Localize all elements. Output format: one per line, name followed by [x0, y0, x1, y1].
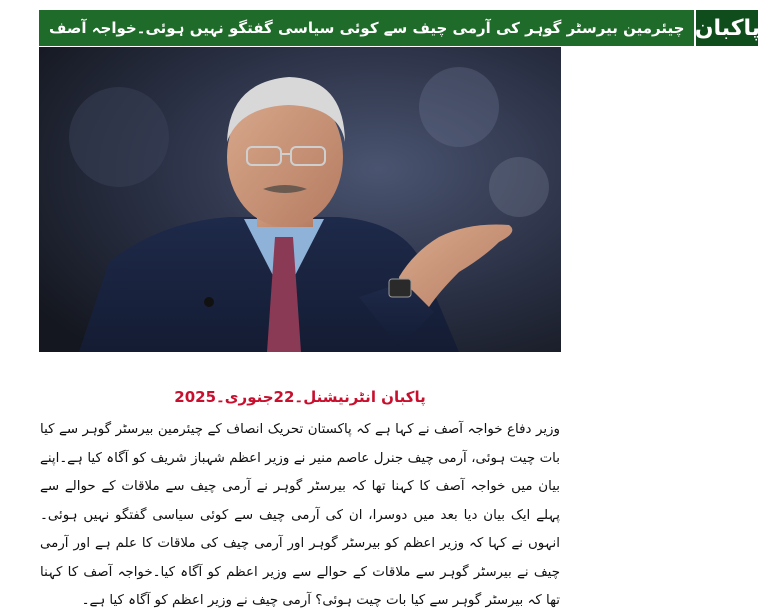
header-bar	[39, 10, 760, 46]
dateline: پاکبان انٹرنیشنل۔22جنوری۔2025	[174, 388, 426, 406]
brand-logo: پاکبان	[694, 10, 758, 46]
article-body: وزیر دفاع خواجہ آصف نے کہا ہے کہ پاکستان تحریک انصاف کے چیئرمین بیرسٹر گوہر سے کیا بات چیت ہوئی، آرمی چیف جنرل عاصم منیر نے وزیر اعظم شہباز شریف کو آگاہ کیا ہے۔اپنے بیان میں خواجہ آصف کا کہنا تھا کہ بیرسٹر گوہر نے آرمی چیف سے ملاقات کے حوالے سے پہلے ایک بیان دیا بعد میں دوسرا، ان کی آرمی چیف سے کوئی سیاسی گفتگو نہیں ہوئی۔انہوں نے کہا کہ وزیر اعظم کو بیرسٹر گوہر اور آرمی چیف کی ملاقات کا علم ہے اور آرمی چیف نے بیرسٹر گوہر سے ملاقات کے حوالے سے وزیر اعظم کو آگاہ کیا۔خواجہ آصف کا کہنا تھا کہ بیرسٹر گوہر سے کیا بات چیت ہوئی؟ آرمی چیف نے وزیر اعظم کو آگاہ کیا ہے۔	[40, 422, 560, 608]
headline: چیئرمین بیرسٹر گوہر کی آرمی چیف سے کوئی سیاسی گفتگو نہیں ہوئی۔خواجہ آصف	[39, 10, 694, 46]
news-photo	[39, 47, 561, 352]
portrait-photo-icon	[39, 47, 561, 352]
